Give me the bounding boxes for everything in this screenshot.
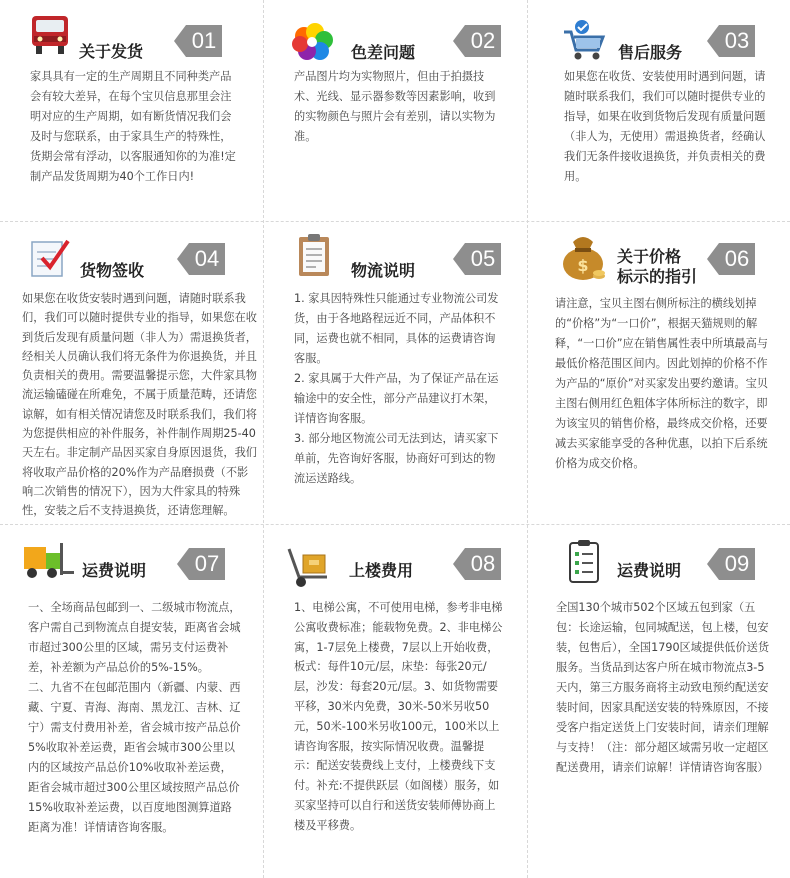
card-body: [556, 598, 774, 778]
card-title: 运费说明: [617, 561, 682, 580]
card-number-badge: 05: [465, 243, 501, 275]
column-divider: [263, 0, 264, 878]
card-paragraph: 1、电梯公寓，不可使用电梯，参考非电梯公寓收费标准；能载物免费。2、非电梯公寓，1-7层免上楼费，7层以上开始收费，板式：每件10元/层，床垫：每张20元/层，沙发：每套20元/层。3、如货物需要平移，30米内免费，30米-50米另收50元，50米-100米另收100元，100米以上请咨询客服，按实际情况收费。温馨提示：配送安装费线上支付，上楼费线下支付。补充:不提供跃层（如阁楼）服务，如买家坚持可以自行和送货安装师傅协商上楼及平移费。: [294, 601, 503, 832]
card-title: 售后服务: [618, 43, 683, 62]
card-body: [294, 289, 506, 489]
card-paragraph: 如果您在收货安装时遇到问题，请随时联系我们，我们可以随时提供专业的指导，如果您在收到货后发现有质量问题（非人为）需退换货者，经相关人员确认我们将无条件为你退换货，并且负责相关的费用。需要温馨提示您，大件家具物流运输磕碰在所难免，不属于质量范畴，还请您谅解，如有相关情况请您及时联系我们，我们将为您提供相应的补件服务，补件制作周期25-40天左右。非定制产品因买家自身原因退货，我们将收取产品价格的20%作为产品磨损费（不影响二次销售的情况下），因为大件家具的特殊性，安装之后不支持退换货，还请您理解。: [22, 292, 257, 518]
card-body: [30, 67, 240, 187]
card-number-badge: 06: [719, 243, 755, 275]
truck-icon: [28, 12, 72, 62]
hand-truck-icon: [285, 545, 335, 593]
card-paragraph: 如果您在收货、安装使用时遇到问题，请随时联系我们，我们可以随时提供专业的指导，如果在收到货物后发现有质量问题（非人为，无使用）需退换货者，经确认我们无条件接收退换货，并负责相关的费用。: [564, 70, 766, 183]
card-title: 上楼费用: [349, 561, 414, 580]
card-paragraph: 全国130个城市502个区域五包到家（五包：长途运输，包同城配送，包上楼，包安装，包售后），全国1790区域提供低价送货服务。当货品到达客户所在城市物流点3-5天内，第三方服务商将主动致电预约配送安装时间，因家具配送安装的特殊原因，不接受客户指定送货上门安装时间，请亲们理解与支持！（注：部分超区域需另收一定超区配送费用，请亲们谅解！详情请咨询客服）: [556, 601, 770, 774]
shopping-cart-icon: [562, 18, 608, 66]
card-paragraph: 产品图片均为实物照片，但由于拍摄技术、光线、显示器参数等因素影响，收到的实物颜色与照片会有差别，请以实物为准。: [294, 70, 496, 143]
card-title: 关于发货: [79, 42, 144, 61]
card-body: [555, 294, 773, 474]
checklist-icon: [28, 236, 72, 284]
card-paragraph: 一、全场商品包邮到一、二级城市物流点，客户需自己到物流点自提安装，距离省会城市超过300公里的区域，需另支付运费补差，补差额为产品总价的5%-15%。: [28, 601, 241, 674]
row-divider: [0, 221, 790, 222]
card-title: 关于价格: [617, 247, 682, 266]
color-wheel-icon: [290, 22, 336, 66]
forklift-icon: [22, 541, 76, 585]
card-paragraph: 请注意，宝贝主图右侧所标注的横线划掉的“价格”为“一口价”，根据天猫规则的解释，“一口价”应在销售属性表中所填最高与最低价格范围区间内。因此划掉的价格不作为产品的“原价”对买家发出要约邀请。宝贝主图右侧用红色粗体字体所标注的数字，即为该宝贝的销售价格，最终成交价格，还要减去买家能享受的各种优惠，以拍下后系统价格为成交价格。: [555, 297, 768, 470]
card-title: 色差问题: [351, 43, 416, 62]
money-bag-icon: [559, 230, 607, 286]
card-number-badge: 08: [465, 548, 501, 580]
card-number-badge: 03: [719, 25, 755, 57]
card-body: [28, 598, 242, 838]
checklist-board-icon: [567, 538, 601, 588]
card-paragraph: 家具具有一定的生产周期且不同种类产品会有较大差异，在每个宝贝信息那里会注明对应的生产周期，如有断货情况我们会及时与您联系，由于家具生产的特殊性，货期会常有浮动，以客服通知你的为准!定制产品发货周期为40个工作日内!: [30, 70, 236, 183]
card-number-badge: 02: [465, 25, 501, 57]
card-body: [294, 598, 506, 836]
card-number-badge: 07: [189, 548, 225, 580]
card-title: 物流说明: [351, 261, 416, 280]
card-number-badge: 04: [189, 243, 225, 275]
card-title-line2: 标示的指引: [617, 267, 698, 286]
card-body: [22, 289, 258, 521]
card-paragraph: 3. 部分地区物流公司无法到达，请买家下单前，先咨询好客服，协商好可到达的物流运送路线。: [294, 432, 499, 485]
clipboard-icon: [296, 232, 332, 282]
svg-text:$: $: [577, 256, 589, 275]
card-paragraph: 二、九省不在包邮范围内（新疆、内蒙、西藏、宁夏、青海、海南、黑龙江、吉林、辽宁）需支付费用补差，省会城市按产品总价5%收取补差运费，距省会城市300公里以内的区域按产品总价10%收取补差运费，距省会城市超过300公里区域按照产品总价15%收取补差运费，以百度地图测算道路距离为准！详情请咨询客服。: [28, 681, 241, 834]
column-divider: [527, 0, 528, 878]
card-title: 运费说明: [82, 561, 147, 580]
card-title: 货物签收: [80, 261, 145, 280]
card-paragraph: 1. 家具因特殊性只能通过专业物流公司发货，由于各地路程远近不同，产品体积不同，运费也就不相同，具体的运费请咨询客服。: [294, 292, 499, 365]
card-number-badge: 01: [186, 25, 222, 57]
card-body: [294, 67, 504, 147]
row-divider: [0, 524, 790, 525]
card-body: [564, 67, 776, 187]
card-number-badge: 09: [719, 548, 755, 580]
card-paragraph: 2. 家具属于大件产品，为了保证产品在运输途中的安全性，部分产品建议打木架，详情咨询客服。: [294, 372, 499, 425]
